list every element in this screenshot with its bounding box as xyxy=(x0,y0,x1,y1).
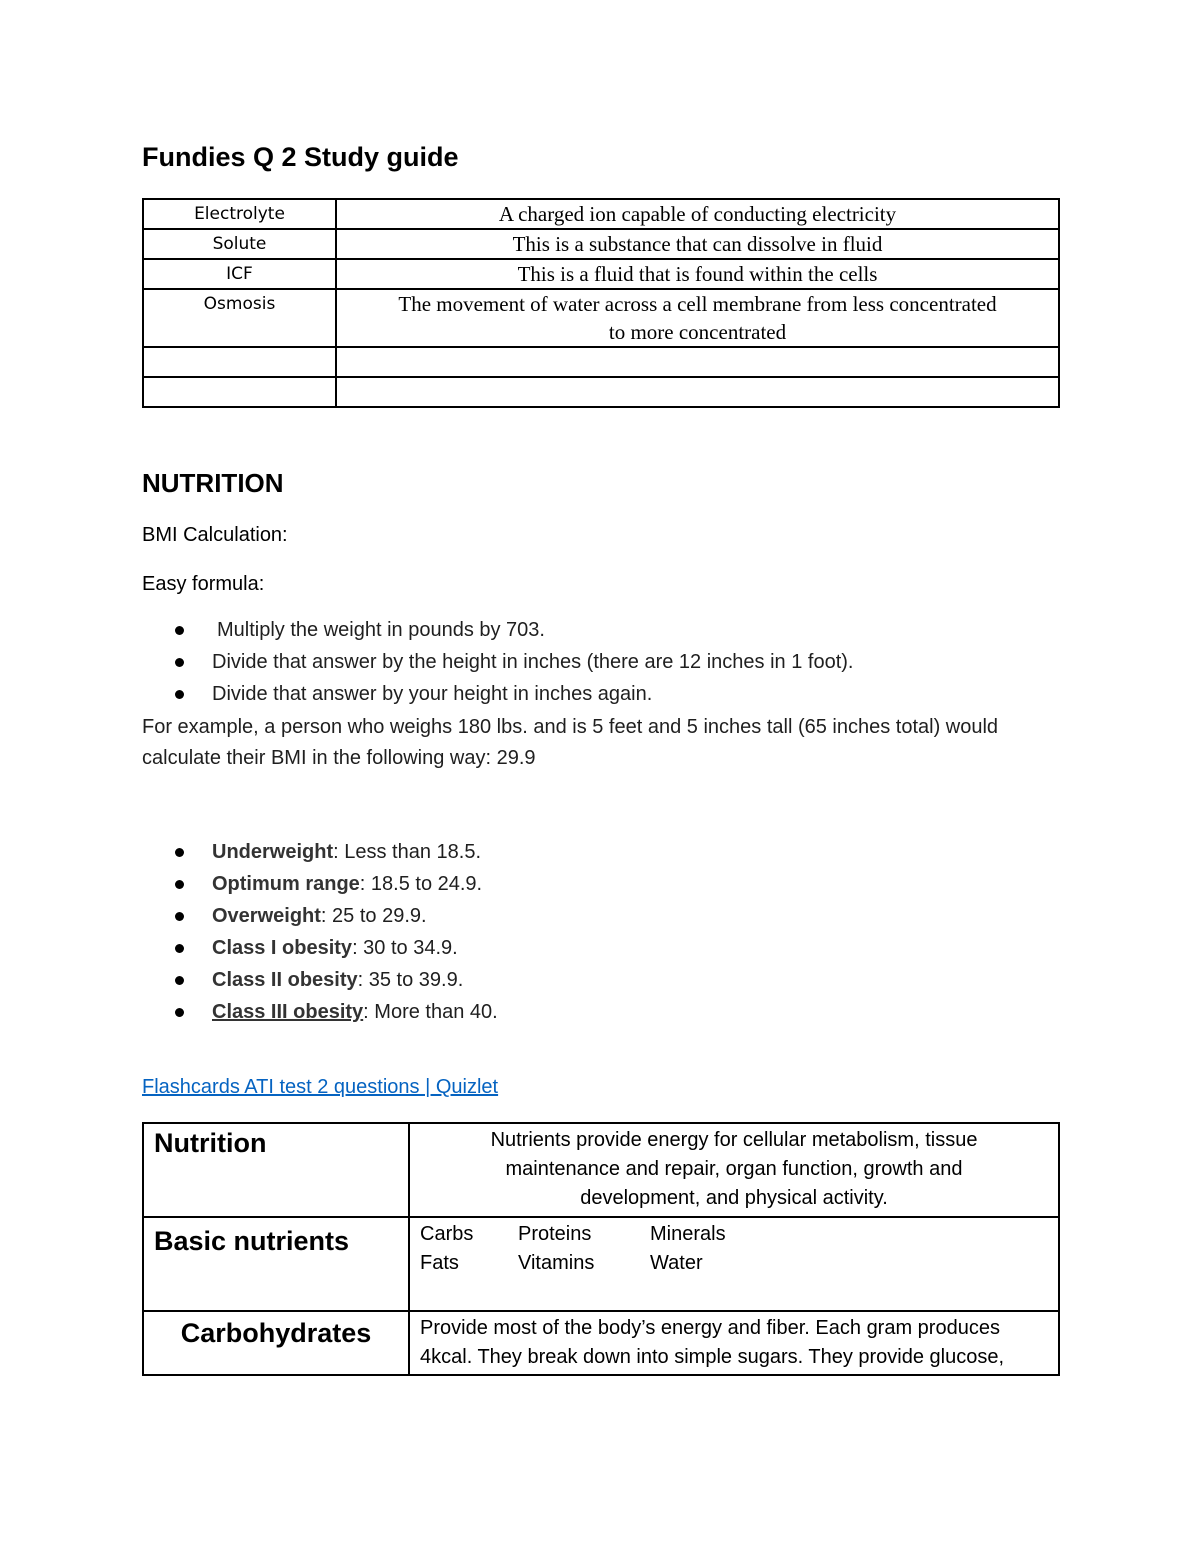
nutrition-heading: NUTRITION xyxy=(142,468,284,498)
bullet-icon xyxy=(175,690,184,699)
table-row xyxy=(143,289,1059,347)
table-row xyxy=(143,229,1059,259)
definition-cell: The movement of water across a cell membrane from less concentrated to more concentrated xyxy=(336,289,1059,347)
range-value: : More than 40. xyxy=(363,1001,498,1023)
bmi-ranges-list xyxy=(170,836,498,1028)
nutrient-item: Proteins xyxy=(518,1223,592,1245)
range-label: Class I obesity xyxy=(212,937,353,959)
list-item xyxy=(170,996,498,1028)
range-value: : 30 to 34.9. xyxy=(352,937,458,959)
list-item: Multiply the weight in pounds by 703. xyxy=(170,614,853,646)
bmi-example: For example, a person who weighs 180 lbs. and is 5 feet and 5 inches tall (65 inches total) would calculate their BMI in the following way: 29.9 xyxy=(142,716,999,769)
flashcards-link[interactable]: Flashcards ATI test 2 questions | Quizlet xyxy=(142,1076,499,1098)
range-value: : 25 to 29.9. xyxy=(320,905,427,927)
nutrition-table xyxy=(142,1122,1060,1376)
bullet-icon xyxy=(175,848,184,857)
list-item xyxy=(170,900,498,932)
term-cell: Electrolyte xyxy=(143,199,336,229)
nutrition-text: Nutrients provide energy for cellular metabolism, tissue maintenance and repair, organ function, growth and development, and physical activity. xyxy=(409,1123,1059,1217)
definition-cell xyxy=(336,377,1059,407)
nutrient-item: Minerals xyxy=(650,1223,726,1245)
definition-cell: A charged ion capable of conducting electricity xyxy=(336,199,1059,229)
nutrient-item: Vitamins xyxy=(518,1252,595,1274)
range-value: : 35 to 39.9. xyxy=(357,969,464,991)
list-item: Divide that answer by the height in inches (there are 12 inches in 1 foot). xyxy=(170,646,853,678)
class-iii-obesity-link[interactable]: Class III obesity xyxy=(212,1001,364,1023)
term-cell xyxy=(143,377,336,407)
range-value: : 18.5 to 24.9. xyxy=(359,873,483,895)
formula-steps-list xyxy=(170,614,853,710)
list-item xyxy=(170,836,498,868)
definition-cell xyxy=(336,347,1059,377)
range-label: Optimum range xyxy=(212,873,360,895)
nutrient-item: Fats xyxy=(420,1252,459,1274)
table-row xyxy=(143,199,1059,229)
nutrient-item: Carbs xyxy=(420,1223,474,1245)
definition-cell: This is a substance that can dissolve in fluid xyxy=(336,229,1059,259)
range-label: Class II obesity xyxy=(212,969,358,991)
carbohydrates-text: Provide most of the body’s energy and fiber. Each gram produces 4kcal. They break down into simple sugars. They provide glucose, xyxy=(409,1311,1059,1375)
range-label: Underweight xyxy=(212,841,334,863)
bullet-icon xyxy=(175,880,184,889)
nutrition-label: Nutrition xyxy=(143,1123,409,1217)
table-row xyxy=(143,347,1059,377)
range-value: : Less than 18.5. xyxy=(333,841,482,863)
bullet-icon xyxy=(175,658,184,667)
bullet-icon xyxy=(175,912,184,921)
definition-cell: This is a fluid that is found within the cells xyxy=(336,259,1059,289)
table-row xyxy=(143,1123,1059,1217)
term-cell: Osmosis xyxy=(143,289,336,347)
term-cell: ICF xyxy=(143,259,336,289)
list-item: Divide that answer by your height in inches again. xyxy=(170,678,853,710)
bullet-icon xyxy=(175,626,184,635)
bullet-icon xyxy=(175,944,184,953)
table-row xyxy=(143,1217,1059,1311)
bullet-icon xyxy=(175,976,184,985)
easy-formula-label: Easy formula: xyxy=(142,573,265,595)
nutrient-item: Water xyxy=(650,1252,703,1274)
basic-nutrients-cell xyxy=(409,1217,1059,1311)
table-row xyxy=(143,377,1059,407)
term-cell xyxy=(143,347,336,377)
list-item xyxy=(170,964,498,996)
list-item xyxy=(170,868,498,900)
page-title: Fundies Q 2 Study guide xyxy=(142,142,459,172)
table-row xyxy=(143,1311,1059,1375)
range-label: Overweight xyxy=(212,905,321,927)
bmi-label: BMI Calculation: xyxy=(142,524,288,546)
definitions-table xyxy=(142,198,1060,408)
term-cell: Solute xyxy=(143,229,336,259)
carbohydrates-label: Carbohydrates xyxy=(143,1311,409,1375)
bullet-icon xyxy=(175,1008,184,1017)
basic-nutrients-label: Basic nutrients xyxy=(143,1217,409,1311)
table-row xyxy=(143,259,1059,289)
list-item xyxy=(170,932,498,964)
